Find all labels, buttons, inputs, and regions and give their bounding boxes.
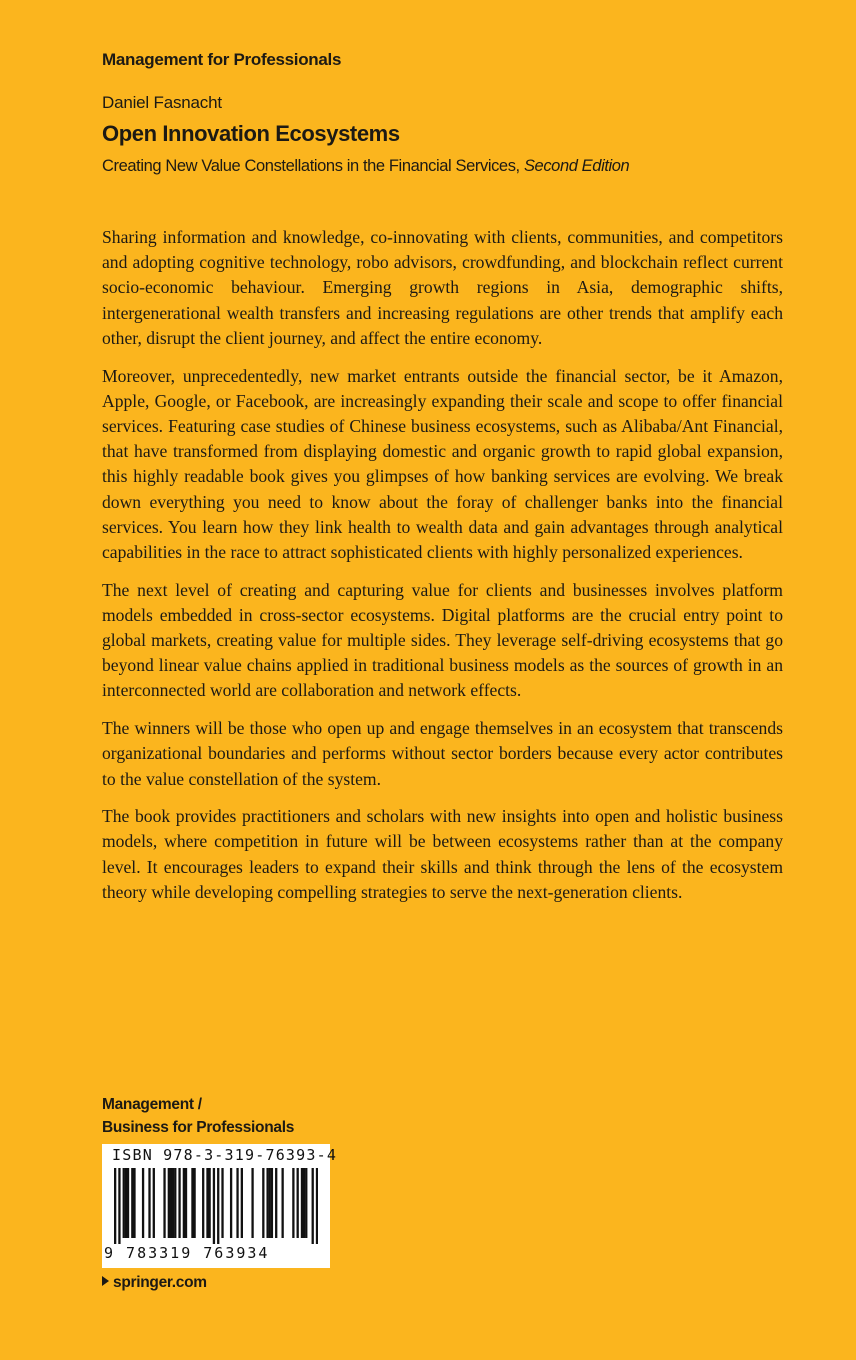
barcode-bar (281, 1168, 283, 1238)
barcode-bar (251, 1168, 253, 1238)
barcode-bar (174, 1168, 176, 1238)
barcode-bar (297, 1168, 299, 1238)
series-name: Management for Professionals (102, 50, 342, 69)
barcode-bar (178, 1168, 180, 1238)
barcode-bar (133, 1168, 135, 1238)
barcode-bar (305, 1168, 307, 1238)
barcode-bar (163, 1168, 165, 1238)
blurb-paragraph: The next level of creating and capturing value for clients and businesses involves platform models embedded in cross-sector ecosystems. Digital platforms are the crucial entry point to global markets, creating value for multiple sides. They leverage self-driving ecosystems that go beyond linear value chains applied in traditional business models as the sources of growth in an interconnected world are collaboration and network effects. (102, 579, 783, 701)
barcode-bar (185, 1168, 187, 1238)
barcode-bar (230, 1168, 232, 1238)
barcode-bar (236, 1168, 238, 1238)
barcode-bar (148, 1168, 150, 1238)
blurb-paragraph: The winners will be those who open up and engage themselves in an ecosystem that transcends organizational boundaries and performs without sector borders because every actor contributes to the value constellation of the system. (102, 718, 783, 789)
barcode-bar (142, 1168, 144, 1238)
barcode-bar (275, 1168, 277, 1238)
subject-category (102, 1094, 294, 1139)
barcode-bar (213, 1168, 215, 1244)
barcode-bar (193, 1168, 195, 1238)
barcode-bar (271, 1168, 273, 1238)
isbn-barcode (102, 1144, 338, 1268)
barcode-bars (114, 1168, 318, 1244)
barcode-bar (217, 1168, 219, 1244)
barcode-bar (118, 1168, 120, 1244)
barcode-bar (202, 1168, 204, 1238)
blurb-paragraph: Moreover, unprecedentedly, new market entrants outside the financial sector, be it Amazon, Apple, Google, or Facebook, are increasingly expanding their scale and scope to offer financial services. Featuring case studies of Chinese business ecosystems, such as Alibaba/Ant Financial, that have transformed from displaying domestic and organic growth to rapid global expansion, this highly readable book gives you glimpses of how banking services are evolving. We break down everything you need to know about the foray of challenger banks into the financial services. You learn how they link health to wealth data and gain advantages through analytical capabilities in the race to attract sophisticated clients with highly personalized experiences. (102, 365, 783, 562)
blurb-paragraph: Sharing information and knowledge, co-innovating with clients, communities, and competitors and adopting cognitive technology, robo advisors, crowdfunding, and blockchain reflect current socio-economic behaviour. Emerging growth regions in Asia, demographic shifts, intergenerational wealth transfers and increasing regulations are other trends that amplify each other, disrupt the client journey, and affect the entire economy. (102, 227, 783, 348)
subtitle-text: Creating New Value Constellations in the Financial Services, (102, 157, 520, 175)
barcode-bar (114, 1168, 116, 1244)
barcode-bar (292, 1168, 294, 1238)
barcode-bar (221, 1168, 223, 1238)
barcode-bar (123, 1168, 125, 1238)
publisher-website (102, 1274, 207, 1292)
category-line: Management / (102, 1096, 202, 1113)
barcode-bar (168, 1168, 170, 1238)
barcode-bar (208, 1168, 210, 1238)
category-line: Business for Professionals (102, 1118, 295, 1136)
isbn-label: ISBN 978-3-319-76393-4 (112, 1146, 338, 1164)
barcode-bar (191, 1168, 193, 1238)
barcode-bar (316, 1168, 318, 1244)
barcode-bar (206, 1168, 208, 1238)
blurb-paragraph: The book provides practitioners and scholars with new insights into open and holistic business models, where competition in future will be between ecosystems rather than at the company level. It encourages leaders to expand their skills and think through the lens of the ecosystem theory while developing compelling strategies to serve the next-generation clients. (102, 806, 783, 902)
edition-text: Second Edition (523, 157, 630, 175)
barcode-bar (125, 1168, 127, 1238)
barcode-bar (183, 1168, 185, 1238)
book-title: Open Innovation Ecosystems (102, 121, 400, 146)
barcode-bar (262, 1168, 264, 1238)
barcode-bar (303, 1168, 305, 1238)
barcode-bar (312, 1168, 314, 1244)
barcode-bar (301, 1168, 303, 1238)
barcode-number: 9 783319 763934 (104, 1244, 270, 1262)
barcode-bar (131, 1168, 133, 1238)
barcode-bar (172, 1168, 174, 1238)
barcode-bar (153, 1168, 155, 1238)
triangle-arrow-icon (102, 1276, 109, 1286)
barcode-bar (269, 1168, 271, 1238)
barcode-bar (127, 1168, 129, 1238)
blurb (102, 225, 783, 918)
book-subtitle (102, 157, 629, 176)
author-name: Daniel Fasnacht (102, 93, 222, 112)
barcode-bar (266, 1168, 268, 1238)
website-link[interactable]: springer.com (113, 1274, 207, 1291)
barcode-bar (170, 1168, 172, 1238)
barcode-bar (241, 1168, 243, 1238)
